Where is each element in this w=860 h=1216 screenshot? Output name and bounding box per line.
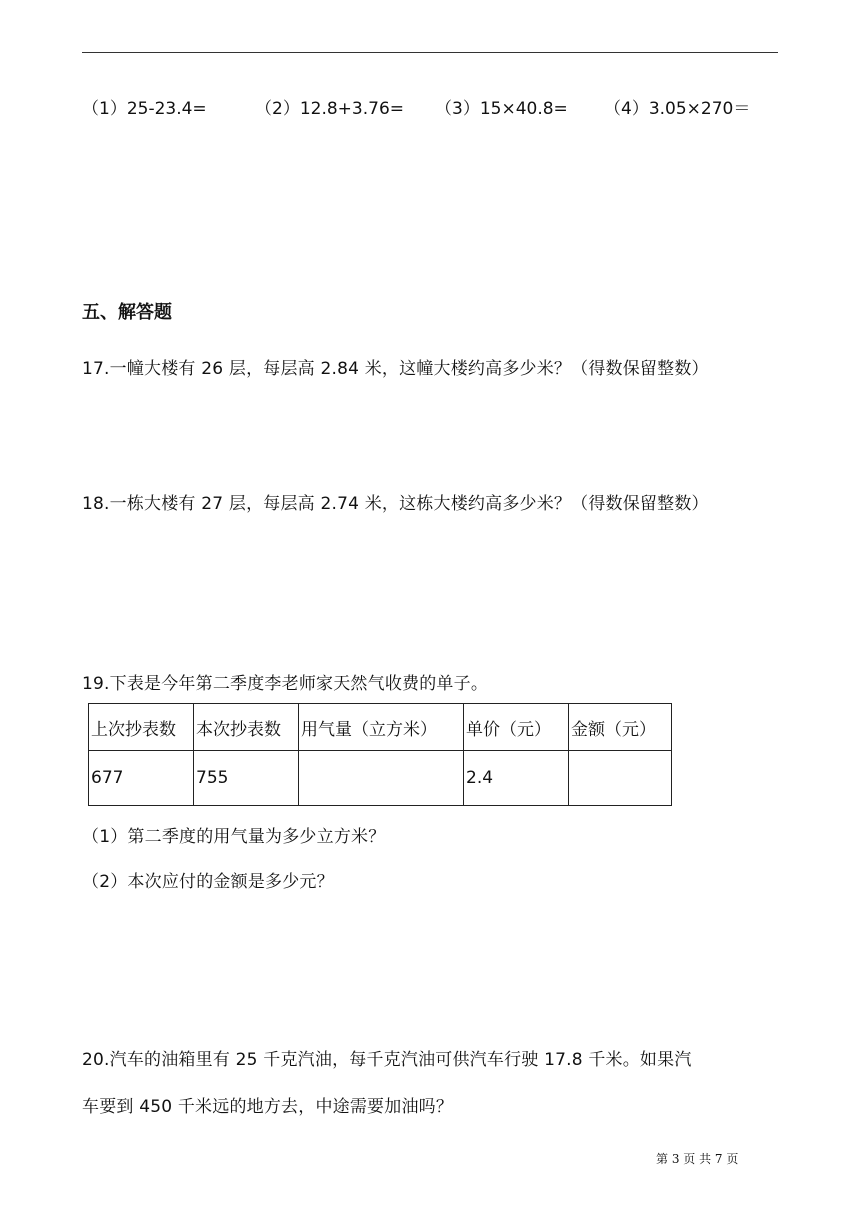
- table-cell: [569, 751, 672, 806]
- table-cell: 677: [89, 751, 194, 806]
- question-19: 19.下表是今年第二季度李老师家天然气收费的单子。: [82, 674, 489, 694]
- header-rule: [82, 52, 778, 53]
- table-header-row: [89, 704, 672, 751]
- table-cell: [299, 751, 464, 806]
- table-header-cell: 本次抄表数: [194, 704, 299, 751]
- question-19-sub-1: （1）第二季度的用气量为多少立方米？: [82, 827, 386, 847]
- section-title: 五、解答题: [82, 302, 172, 323]
- page-footer: 第 3 页 共 7 页: [656, 1152, 739, 1166]
- table-cell: 755: [194, 751, 299, 806]
- table-header-cell: 用气量（立方米）: [299, 704, 464, 751]
- question-19-sub-2: （2）本次应付的金额是多少元？: [82, 872, 334, 892]
- gas-bill-table: [88, 703, 672, 806]
- question-18: 18.一栋大楼有 27 层，每层高 2.74 米，这栋大楼约高多少米？（得数保留整数）: [82, 494, 709, 514]
- question-17: 17.一幢大楼有 26 层，每层高 2.84 米，这幢大楼约高多少米？（得数保留整数）: [82, 359, 709, 379]
- question-20-line-1: 20.汽车的油箱里有 25 千克汽油，每千克汽油可供汽车行驶 17.8 千米。如果汽: [82, 1050, 692, 1070]
- table-header-cell: 上次抄表数: [89, 704, 194, 751]
- calc-item-2: （2）12.8+3.76=: [255, 99, 405, 119]
- table-cell: 2.4: [464, 751, 569, 806]
- question-20-line-2: 车要到 450 千米远的地方去，中途需要加油吗？: [82, 1097, 454, 1117]
- table-header-cell: 金额（元）: [569, 704, 672, 751]
- table-row: [89, 751, 672, 806]
- table-header-cell: 单价（元）: [464, 704, 569, 751]
- calc-item-1: （1）25-23.4=: [82, 99, 207, 119]
- calc-item-4: （4）3.05×270＝: [604, 99, 751, 119]
- calc-item-3: （3）15×40.8=: [435, 99, 568, 119]
